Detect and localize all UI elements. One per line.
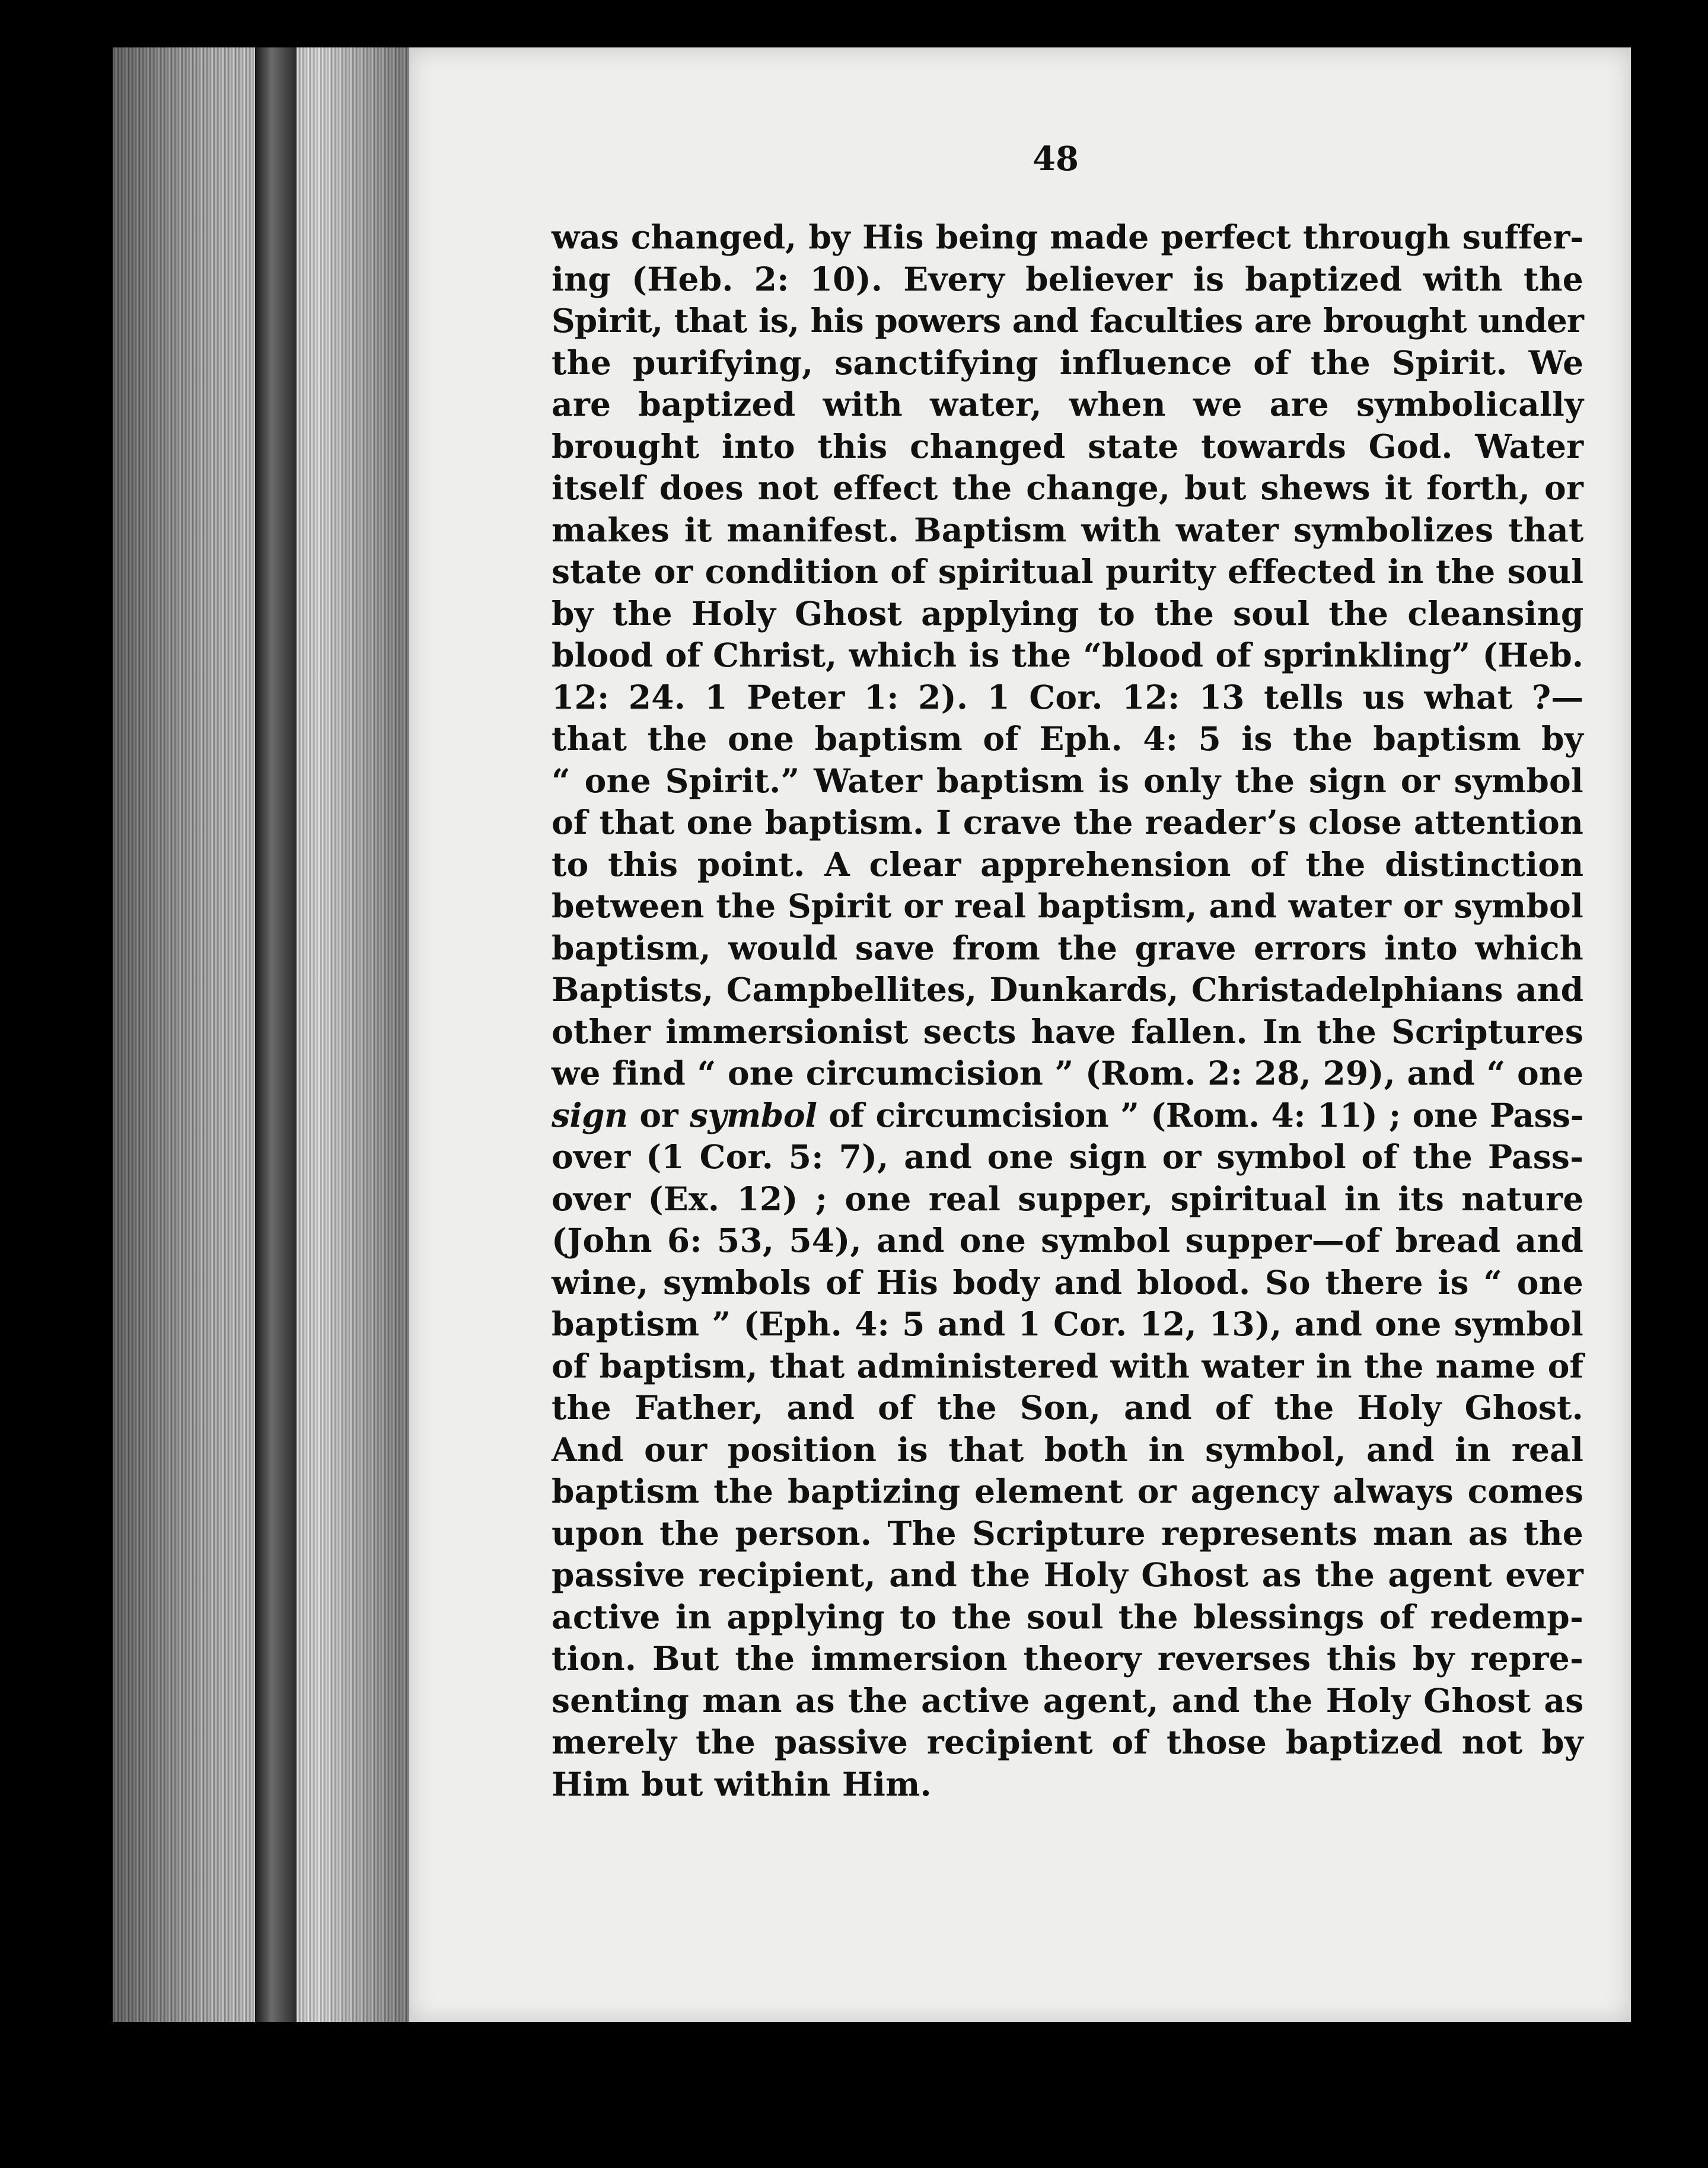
- text-line: other immersionist sects have fallen. In the Scriptures: [552, 1012, 1583, 1051]
- text-line: active in applying to the soul the blessings of redemp-: [552, 1597, 1583, 1636]
- text-line: itself does not effect the change, but shews it forth, or: [552, 468, 1584, 507]
- text-line: “ one Spirit.” Water baptism is only the sign or symbol: [552, 761, 1583, 800]
- text-line: to this point. A clear apprehension of the distinction: [552, 844, 1584, 884]
- text-line: was changed, by His being made perfect through suffer-: [552, 218, 1583, 256]
- page-number: 48: [1033, 139, 1079, 178]
- text-line: over (Ex. 12) ; one real supper, spiritual in its nature: [552, 1179, 1584, 1218]
- text-line: upon the person. The Scripture represents man as the: [552, 1513, 1583, 1552]
- text-line: ing (Heb. 2: 10). Every believer is baptized with the: [552, 259, 1583, 298]
- text-line: Him but within Him.: [552, 1764, 932, 1803]
- page-body-text: [552, 216, 1583, 1805]
- text-line: (John 6: 53, 54), and one symbol supper—of bread and: [552, 1221, 1584, 1260]
- text-line: makes it manifest. Baptism with water symbolizes that: [552, 510, 1584, 549]
- italic-word: sign: [552, 1095, 628, 1134]
- text-fragment: of circumcision ” (Rom. 4: 11) ; one Pass-: [817, 1095, 1583, 1134]
- text-line: we find “ one circumcision ” (Rom. 2: 28, 29), and “ one: [552, 1054, 1584, 1092]
- text-line: brought into this changed state towards God. Water: [552, 426, 1584, 466]
- text-line: 12: 24. 1 Peter 1: 2). 1 Cor. 12: 13 tells us what ?—: [552, 677, 1584, 716]
- text-line: And our position is that both in symbol, and in real: [552, 1430, 1584, 1469]
- text-line: are baptized with water, when we are symbolically: [552, 385, 1584, 423]
- text-line: tion. But the immersion theory reverses this by repre-: [552, 1639, 1583, 1678]
- text-line-italic: [552, 1095, 1583, 1137]
- text-line: that the one baptism of Eph. 4: 5 is the baptism by: [552, 719, 1583, 758]
- text-line: merely the passive recipient of those baptized not by: [552, 1723, 1583, 1761]
- text-line: blood of Christ, which is the “blood of sprinkling” (Heb.: [552, 636, 1583, 674]
- book-page: [409, 47, 1631, 2022]
- binding-gutter: [255, 47, 297, 2022]
- text-line: baptism ” (Eph. 4: 5 and 1 Cor. 12, 13), and one symbol: [552, 1305, 1583, 1343]
- text-line: of baptism, that administered with water in the name of: [552, 1346, 1583, 1385]
- text-line: Baptists, Campbellites, Dunkards, Christadelphians and: [552, 970, 1583, 1009]
- text-line: state or condition of spiritual purity effected in the soul: [552, 552, 1583, 591]
- italic-word: symbol: [689, 1095, 817, 1134]
- text-line: between the Spirit or real baptism, and water or symbol: [552, 887, 1583, 925]
- text-line: by the Holy Ghost applying to the soul the cleansing: [552, 594, 1584, 633]
- text-line: senting man as the active agent, and the Holy Ghost as: [552, 1681, 1584, 1720]
- text-line: wine, symbols of His body and blood. So there is “ one: [552, 1262, 1583, 1302]
- text-line: the Father, and of the Son, and of the Holy Ghost.: [552, 1388, 1583, 1427]
- text-line: baptism the baptizing element or agency always comes: [552, 1472, 1583, 1510]
- text-line: passive recipient, and the Holy Ghost as the agent ever: [552, 1555, 1583, 1594]
- text-line: over (1 Cor. 5: 7), and one sign or symbol of the Pass-: [552, 1137, 1584, 1176]
- text-line: Spirit, that is, his powers and faculties are brought under: [552, 301, 1583, 340]
- text-fragment: or: [627, 1095, 690, 1134]
- text-line: baptism, would save from the grave errors into which: [552, 928, 1583, 967]
- text-line: of that one baptism. I crave the reader’s close attention: [552, 803, 1584, 841]
- text-line: the purifying, sanctifying influence of the Spirit. We: [552, 343, 1584, 382]
